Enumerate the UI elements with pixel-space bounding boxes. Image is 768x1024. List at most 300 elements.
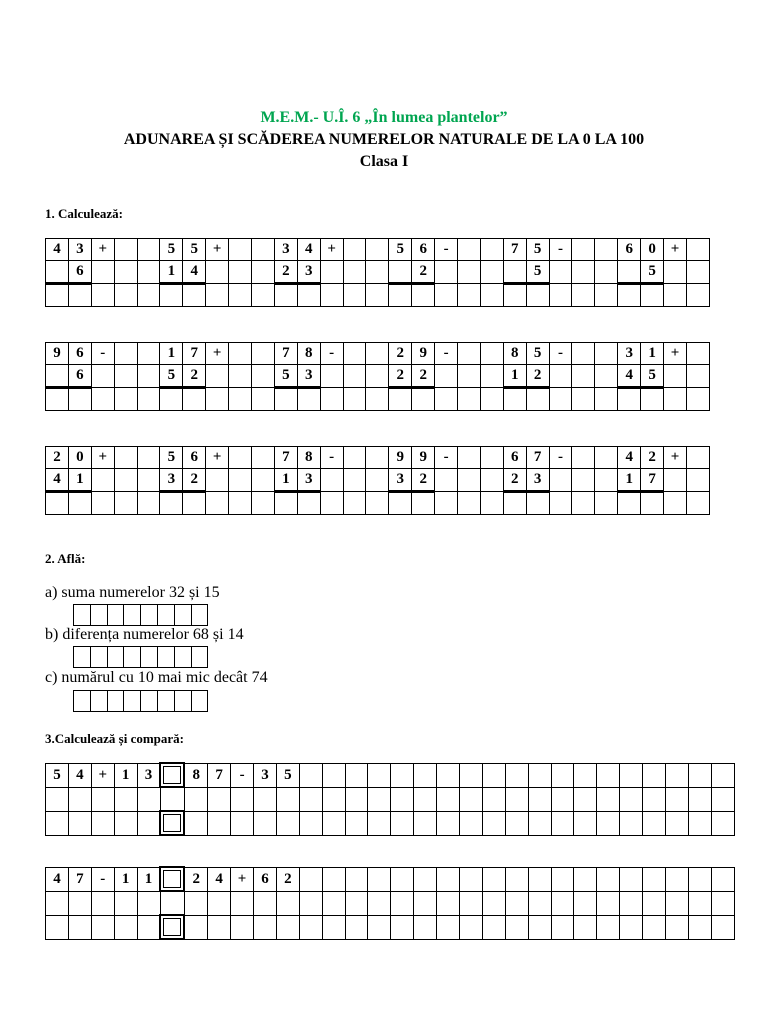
- grid-cell: 2: [46, 447, 69, 469]
- answer-box[interactable]: [90, 605, 107, 626]
- grid-cell[interactable]: [505, 891, 528, 915]
- answer-box[interactable]: [124, 605, 141, 626]
- grid-cell[interactable]: [664, 492, 687, 515]
- section-1-title: 1. Calculează:: [45, 206, 123, 221]
- grid-cell[interactable]: [595, 492, 618, 515]
- grid-cell: 4: [208, 867, 231, 891]
- grid-cell[interactable]: [137, 787, 160, 811]
- grid-cell: [343, 469, 366, 492]
- grid-cell[interactable]: [114, 492, 137, 515]
- grid-cell[interactable]: [574, 811, 597, 835]
- answer-box[interactable]: [174, 691, 191, 712]
- grid-cell: 4: [618, 365, 641, 388]
- grid-cell[interactable]: [229, 284, 252, 307]
- grid-row: [46, 239, 710, 261]
- grid-cell[interactable]: [414, 915, 437, 939]
- grid-cell[interactable]: [437, 811, 460, 835]
- grid-cell[interactable]: [276, 891, 299, 915]
- grid-row: [46, 787, 735, 811]
- grid-cell[interactable]: [505, 811, 528, 835]
- grid-cell[interactable]: [322, 787, 345, 811]
- grid-cell[interactable]: [389, 492, 412, 515]
- grid-cell[interactable]: [641, 492, 664, 515]
- grid-cell[interactable]: [274, 284, 297, 307]
- grid-cell[interactable]: [574, 787, 597, 811]
- grid-cell[interactable]: [343, 388, 366, 411]
- grid-cell[interactable]: [503, 492, 526, 515]
- grid-cell[interactable]: [620, 811, 643, 835]
- grid-cell[interactable]: [368, 811, 391, 835]
- grid-cell[interactable]: [274, 388, 297, 411]
- grid-cell[interactable]: [528, 891, 551, 915]
- grid-cell[interactable]: [688, 787, 711, 811]
- grid-cell[interactable]: [688, 915, 711, 939]
- grid-cell[interactable]: [366, 492, 389, 515]
- grid-cell[interactable]: [460, 811, 483, 835]
- grid-cell[interactable]: [68, 284, 91, 307]
- grid-cell[interactable]: [368, 915, 391, 939]
- grid-cell[interactable]: [91, 388, 114, 411]
- grid-cell[interactable]: [297, 388, 320, 411]
- grid-cell[interactable]: [482, 787, 505, 811]
- grid-cell[interactable]: [343, 492, 366, 515]
- grid-cell[interactable]: [184, 787, 207, 811]
- grid-cell[interactable]: [595, 388, 618, 411]
- answer-box[interactable]: [90, 691, 107, 712]
- grid-cell: [137, 239, 160, 261]
- grid-cell[interactable]: [551, 891, 574, 915]
- grid-cell[interactable]: [503, 284, 526, 307]
- grid-cell[interactable]: [412, 492, 435, 515]
- grid-cell: [252, 343, 275, 365]
- grid-cell[interactable]: [68, 915, 91, 939]
- grid-cell[interactable]: [686, 343, 709, 365]
- grid-cell: [137, 447, 160, 469]
- answer-box[interactable]: [174, 647, 191, 668]
- grid-cell[interactable]: [460, 891, 483, 915]
- grid-cell: [114, 239, 137, 261]
- grid-cell[interactable]: [686, 388, 709, 411]
- grid-cell[interactable]: [597, 891, 620, 915]
- calc-grid-3: [45, 446, 710, 515]
- grid-cell[interactable]: [643, 891, 666, 915]
- grid-cell[interactable]: [526, 284, 549, 307]
- grid-cell: [114, 261, 137, 284]
- grid-cell[interactable]: [229, 388, 252, 411]
- answer-boxes-b[interactable]: [73, 646, 208, 668]
- compare-grid-1: [45, 762, 735, 836]
- grid-cell: [229, 343, 252, 365]
- grid-cell[interactable]: [160, 492, 183, 515]
- grid-cell: [458, 343, 481, 365]
- answer-box[interactable]: [157, 647, 174, 668]
- grid-cell[interactable]: [114, 891, 137, 915]
- grid-cell[interactable]: [206, 284, 229, 307]
- grid-cell[interactable]: [46, 787, 69, 811]
- grid-cell[interactable]: [114, 284, 137, 307]
- grid-cell[interactable]: [597, 811, 620, 835]
- grid-cell[interactable]: [114, 811, 137, 835]
- grid-cell: [389, 261, 412, 284]
- grid-cell[interactable]: [549, 492, 572, 515]
- grid-cell[interactable]: [620, 787, 643, 811]
- grid-cell[interactable]: [641, 388, 664, 411]
- grid-cell: +: [320, 239, 343, 261]
- grid-cell[interactable]: [299, 787, 322, 811]
- grid-cell: [368, 763, 391, 787]
- section-3-title: 3.Calculează și compară:: [45, 731, 185, 746]
- grid-cell[interactable]: [114, 915, 137, 939]
- grid-cell: [229, 365, 252, 388]
- grid-cell[interactable]: [460, 915, 483, 939]
- grid-cell: [366, 239, 389, 261]
- grid-cell[interactable]: [320, 492, 343, 515]
- grid-cell: 3: [297, 365, 320, 388]
- grid-cell[interactable]: [366, 388, 389, 411]
- grid-cell[interactable]: [137, 388, 160, 411]
- grid-cell[interactable]: [137, 811, 160, 835]
- compare-box[interactable]: [160, 867, 184, 891]
- grid-cell[interactable]: [437, 915, 460, 939]
- grid-cell[interactable]: [91, 284, 114, 307]
- grid-cell: [574, 867, 597, 891]
- grid-cell[interactable]: [551, 915, 574, 939]
- grid-cell[interactable]: [184, 811, 207, 835]
- grid-cell[interactable]: [208, 787, 231, 811]
- grid-cell[interactable]: [551, 787, 574, 811]
- grid-cell[interactable]: [231, 891, 254, 915]
- grid-cell[interactable]: [526, 388, 549, 411]
- grid-cell: [46, 261, 69, 284]
- grid-cell: +: [664, 239, 687, 261]
- answer-box[interactable]: [191, 647, 208, 668]
- calc-grid-2: [45, 342, 710, 411]
- answer-row[interactable]: [74, 605, 208, 626]
- grid-cell[interactable]: [91, 891, 114, 915]
- grid-cell[interactable]: [686, 447, 709, 469]
- grid-cell: [551, 763, 574, 787]
- grid-cell[interactable]: [299, 915, 322, 939]
- grid-cell[interactable]: [686, 284, 709, 307]
- grid-cell[interactable]: [480, 284, 503, 307]
- grid-cell: 3: [297, 469, 320, 492]
- grid-cell[interactable]: [345, 811, 368, 835]
- grid-cell[interactable]: [480, 388, 503, 411]
- grid-cell[interactable]: [206, 388, 229, 411]
- grid-cell[interactable]: [435, 388, 458, 411]
- grid-cell[interactable]: [299, 891, 322, 915]
- answer-box[interactable]: [124, 691, 141, 712]
- compare-box[interactable]: [160, 891, 184, 915]
- grid-cell[interactable]: [664, 388, 687, 411]
- grid-cell[interactable]: [274, 492, 297, 515]
- grid-cell[interactable]: [597, 915, 620, 939]
- grid-cell[interactable]: [276, 915, 299, 939]
- grid-cell[interactable]: [46, 915, 69, 939]
- grid-cell[interactable]: [505, 787, 528, 811]
- grid-cell[interactable]: [137, 492, 160, 515]
- grid-cell: 5: [160, 365, 183, 388]
- grid-cell: [229, 469, 252, 492]
- grid-cell[interactable]: [666, 811, 689, 835]
- grid-cell[interactable]: [299, 811, 322, 835]
- grid-cell: [480, 469, 503, 492]
- grid-cell[interactable]: [322, 811, 345, 835]
- grid-cell[interactable]: [574, 891, 597, 915]
- grid-cell[interactable]: [711, 915, 734, 939]
- grid-cell[interactable]: [528, 915, 551, 939]
- grid-cell[interactable]: [46, 811, 69, 835]
- grid-cell[interactable]: [574, 915, 597, 939]
- grid-cell[interactable]: [208, 891, 231, 915]
- grid-cell[interactable]: [666, 915, 689, 939]
- grid-cell[interactable]: [618, 284, 641, 307]
- grid-cell[interactable]: [688, 811, 711, 835]
- grid-cell[interactable]: [643, 811, 666, 835]
- grid-cell[interactable]: [528, 811, 551, 835]
- grid-cell[interactable]: [437, 891, 460, 915]
- grid-cell[interactable]: [91, 787, 114, 811]
- grid-cell: [322, 867, 345, 891]
- grid-cell[interactable]: [435, 284, 458, 307]
- grid-cell[interactable]: [320, 388, 343, 411]
- grid-cell[interactable]: [68, 492, 91, 515]
- grid-cell[interactable]: [231, 787, 254, 811]
- grid-cell[interactable]: [391, 915, 414, 939]
- grid-cell[interactable]: [688, 891, 711, 915]
- answer-box[interactable]: [141, 647, 158, 668]
- grid-cell[interactable]: [458, 284, 481, 307]
- grid-cell[interactable]: [160, 388, 183, 411]
- grid-cell[interactable]: [641, 284, 664, 307]
- grid-row: [46, 469, 710, 492]
- grid-cell[interactable]: [184, 891, 207, 915]
- grid-cell: [458, 365, 481, 388]
- grid-cell[interactable]: [597, 787, 620, 811]
- grid-cell[interactable]: [114, 388, 137, 411]
- grid-cell[interactable]: [643, 915, 666, 939]
- grid-cell[interactable]: [482, 811, 505, 835]
- grid-cell[interactable]: [68, 388, 91, 411]
- grid-cell[interactable]: [254, 891, 277, 915]
- grid-cell[interactable]: [160, 284, 183, 307]
- answer-box[interactable]: [157, 691, 174, 712]
- grid-cell[interactable]: [252, 284, 275, 307]
- grid-cell[interactable]: [458, 388, 481, 411]
- grid-cell[interactable]: [46, 388, 69, 411]
- grid-cell[interactable]: [320, 284, 343, 307]
- grid-cell[interactable]: [368, 891, 391, 915]
- grid-cell[interactable]: [391, 787, 414, 811]
- compare-box[interactable]: [160, 763, 184, 787]
- answer-boxes-a[interactable]: [73, 604, 208, 626]
- grid-cell: [206, 365, 229, 388]
- grid-cell[interactable]: [460, 787, 483, 811]
- grid-cell[interactable]: [297, 284, 320, 307]
- grid-cell[interactable]: [391, 891, 414, 915]
- grid-cell[interactable]: [572, 388, 595, 411]
- grid-cell[interactable]: [208, 811, 231, 835]
- grid-cell[interactable]: [366, 284, 389, 307]
- grid-cell[interactable]: [46, 284, 69, 307]
- grid-cell[interactable]: [137, 915, 160, 939]
- grid-cell[interactable]: [482, 891, 505, 915]
- grid-cell[interactable]: [231, 811, 254, 835]
- grid-cell[interactable]: [46, 492, 69, 515]
- grid-cell[interactable]: [414, 891, 437, 915]
- grid-cell[interactable]: [254, 787, 277, 811]
- answer-box[interactable]: [191, 605, 208, 626]
- grid-cell[interactable]: [276, 787, 299, 811]
- grid-cell: [343, 261, 366, 284]
- grid-cell[interactable]: [137, 891, 160, 915]
- grid-cell[interactable]: [389, 388, 412, 411]
- grid-cell[interactable]: [620, 891, 643, 915]
- answer-box[interactable]: [124, 647, 141, 668]
- grid-cell: 5: [389, 239, 412, 261]
- grid-cell: +: [91, 763, 114, 787]
- grid-cell[interactable]: [389, 284, 412, 307]
- grid-cell[interactable]: [711, 811, 734, 835]
- answer-row[interactable]: [74, 647, 208, 668]
- answer-box[interactable]: [157, 605, 174, 626]
- grid-cell[interactable]: [664, 284, 687, 307]
- grid-cell[interactable]: [46, 891, 69, 915]
- grid-cell[interactable]: [345, 915, 368, 939]
- grid-cell: [137, 365, 160, 388]
- grid-cell[interactable]: [595, 284, 618, 307]
- answer-box[interactable]: [107, 647, 124, 668]
- grid-cell[interactable]: [643, 787, 666, 811]
- grid-cell[interactable]: [549, 388, 572, 411]
- grid-cell[interactable]: [345, 787, 368, 811]
- grid-cell[interactable]: [526, 492, 549, 515]
- answer-box[interactable]: [191, 691, 208, 712]
- grid-cell[interactable]: [91, 492, 114, 515]
- grid-cell[interactable]: [503, 388, 526, 411]
- grid-cell[interactable]: [572, 492, 595, 515]
- grid-cell: 7: [274, 447, 297, 469]
- grid-cell[interactable]: [412, 388, 435, 411]
- grid-cell: [91, 365, 114, 388]
- answer-box[interactable]: [90, 647, 107, 668]
- grid-cell[interactable]: [686, 469, 709, 492]
- grid-cell[interactable]: [414, 811, 437, 835]
- grid-cell[interactable]: [183, 284, 206, 307]
- grid-cell[interactable]: [252, 492, 275, 515]
- grid-cell: 3: [254, 763, 277, 787]
- grid-cell[interactable]: [572, 284, 595, 307]
- grid-cell[interactable]: [252, 388, 275, 411]
- grid-cell: [551, 867, 574, 891]
- grid-cell[interactable]: [345, 891, 368, 915]
- grid-cell[interactable]: [91, 915, 114, 939]
- grid-cell[interactable]: [686, 261, 709, 284]
- grid-cell[interactable]: [68, 891, 91, 915]
- grid-cell[interactable]: [711, 891, 734, 915]
- grid-cell[interactable]: [297, 492, 320, 515]
- grid-row: [46, 261, 710, 284]
- grid-cell[interactable]: [322, 891, 345, 915]
- grid-cell[interactable]: [528, 787, 551, 811]
- grid-cell[interactable]: [391, 811, 414, 835]
- grid-row: [46, 915, 735, 939]
- answer-box[interactable]: [174, 605, 191, 626]
- grid-cell[interactable]: [620, 915, 643, 939]
- grid-cell[interactable]: [686, 365, 709, 388]
- grid-cell[interactable]: [231, 915, 254, 939]
- grid-cell: 6: [254, 867, 277, 891]
- answer-box[interactable]: [74, 605, 91, 626]
- grid-cell: [229, 447, 252, 469]
- compare-box[interactable]: [160, 915, 184, 939]
- grid-cell[interactable]: [711, 787, 734, 811]
- grid-cell[interactable]: [686, 239, 709, 261]
- grid-cell[interactable]: [254, 915, 277, 939]
- grid-cell: [252, 469, 275, 492]
- grid-cell: [597, 867, 620, 891]
- grid-cell[interactable]: [412, 284, 435, 307]
- answer-box[interactable]: [107, 691, 124, 712]
- answer-box[interactable]: [74, 691, 91, 712]
- grid-cell[interactable]: [618, 492, 641, 515]
- grid-cell[interactable]: [229, 492, 252, 515]
- grid-cell: 6: [412, 239, 435, 261]
- grid-cell[interactable]: [482, 915, 505, 939]
- answer-row[interactable]: [74, 691, 208, 712]
- compare-box[interactable]: [160, 787, 184, 811]
- grid-cell[interactable]: [183, 388, 206, 411]
- grid-cell[interactable]: [480, 492, 503, 515]
- grid-cell: [114, 343, 137, 365]
- grid-cell[interactable]: [276, 811, 299, 835]
- grid-cell[interactable]: [91, 811, 114, 835]
- grid-cell[interactable]: [254, 811, 277, 835]
- grid-cell[interactable]: [505, 915, 528, 939]
- answer-box[interactable]: [141, 691, 158, 712]
- compare-box[interactable]: [160, 811, 184, 835]
- grid-cell[interactable]: [435, 492, 458, 515]
- answer-box[interactable]: [107, 605, 124, 626]
- grid-cell: [391, 867, 414, 891]
- grid-cell[interactable]: [414, 787, 437, 811]
- grid-cell[interactable]: [458, 492, 481, 515]
- grid-cell[interactable]: [183, 492, 206, 515]
- answer-box[interactable]: [141, 605, 158, 626]
- grid-cell[interactable]: [618, 388, 641, 411]
- grid-cell[interactable]: [114, 787, 137, 811]
- grid-cell[interactable]: [549, 284, 572, 307]
- grid-cell[interactable]: [437, 787, 460, 811]
- grid-cell[interactable]: [208, 915, 231, 939]
- grid-cell[interactable]: [666, 891, 689, 915]
- grid-cell[interactable]: [137, 284, 160, 307]
- grid-cell[interactable]: [322, 915, 345, 939]
- task-c-text: c) numărul cu 10 mai mic decât 74: [45, 669, 268, 686]
- grid-cell[interactable]: [68, 787, 91, 811]
- grid-cell[interactable]: [343, 284, 366, 307]
- grid-cell[interactable]: [686, 492, 709, 515]
- grid-cell[interactable]: [68, 811, 91, 835]
- answer-boxes-c[interactable]: [73, 690, 208, 712]
- answer-box[interactable]: [74, 647, 91, 668]
- grid-cell[interactable]: [551, 811, 574, 835]
- grid-cell[interactable]: [368, 787, 391, 811]
- grid-cell[interactable]: [666, 787, 689, 811]
- grid-cell[interactable]: [184, 915, 207, 939]
- grid-cell: 9: [412, 447, 435, 469]
- grid-cell[interactable]: [206, 492, 229, 515]
